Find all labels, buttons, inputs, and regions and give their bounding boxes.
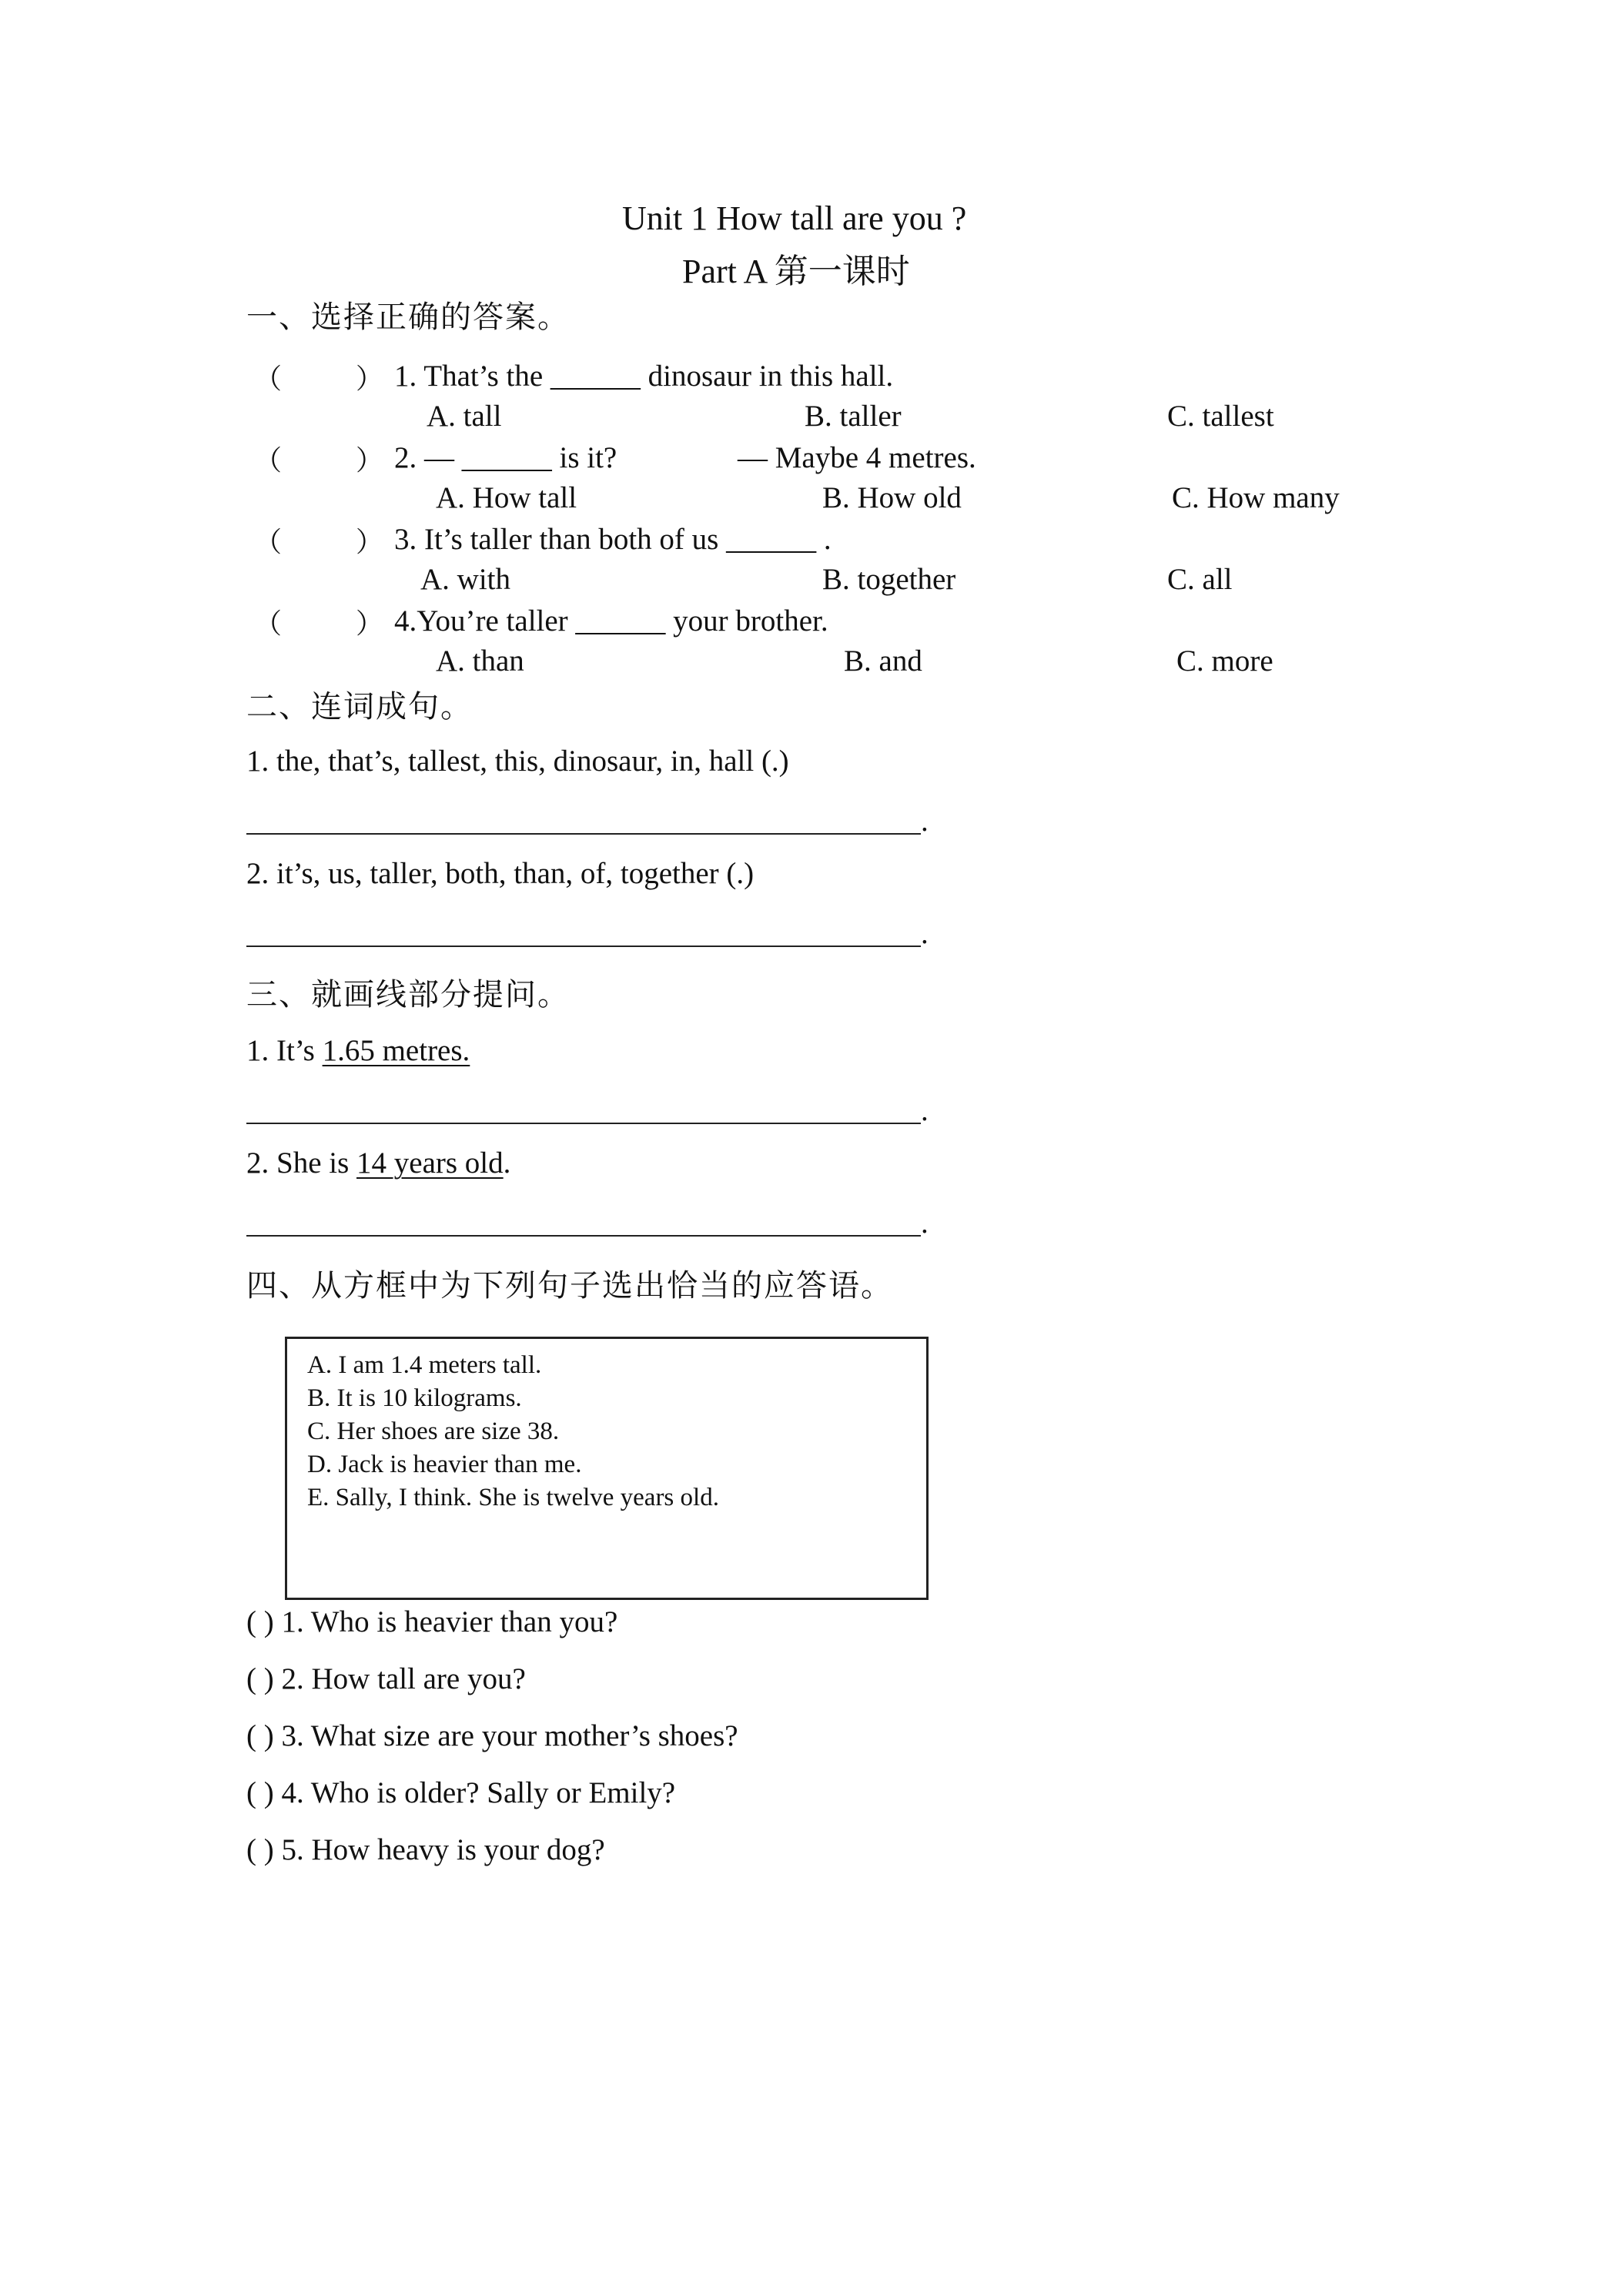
page-subtitle: Part A 第一课时 (682, 253, 910, 290)
answer-line[interactable] (246, 1123, 921, 1124)
underlined-part: 14 years old (356, 1146, 504, 1180)
answer-line[interactable] (246, 833, 921, 835)
mc-option: B. How old (822, 481, 962, 514)
reorder-prompt: 2. it’s, us, taller, both, than, of, together (.) (246, 857, 755, 890)
reorder-prompt: 1. the, that’s, tallest, this, dinosaur, in, hall (.) (246, 745, 789, 778)
section3-heading: 三、就画线部分提问。 (246, 977, 570, 1012)
answer-paren-close: ） (356, 363, 384, 394)
section1-heading: 一、选择正确的答案。 (246, 300, 570, 335)
mc-question-reply: — Maybe 4 metres. (738, 441, 976, 474)
answer-paren-close: ） (356, 445, 384, 476)
match-question: ( ) 1. Who is heavier than you? (246, 1605, 618, 1638)
mc-option: B. taller (805, 400, 902, 433)
mc-question: 1. That’s the ______ dinosaur in this hall. (394, 360, 894, 393)
mc-question: 3. It’s taller than both of us ______ . (394, 523, 832, 556)
page-title: Unit 1 How tall are you ? (622, 199, 967, 237)
answer-choices-box (285, 1337, 929, 1600)
mc-option: A. than (436, 644, 524, 678)
line-end-period: . (921, 1094, 929, 1127)
question-text-after: . (503, 1146, 511, 1180)
mc-option: B. together (822, 563, 956, 596)
mc-question: 2. — ______ is it? (394, 441, 617, 474)
match-question: ( ) 5. How heavy is your dog? (246, 1833, 605, 1866)
line-end-period: . (921, 805, 929, 838)
match-question: ( ) 3. What size are your mother’s shoes? (246, 1719, 738, 1752)
choice-line: C. Her shoes are size 38. (307, 1417, 560, 1445)
question-text: 2. She is (246, 1146, 357, 1180)
mc-option: A. How tall (436, 481, 577, 514)
match-question: ( ) 2. How tall are you? (246, 1662, 526, 1695)
underline-question (246, 1033, 470, 1068)
mc-option: A. with (420, 563, 510, 596)
answer-paren-open: （ (254, 608, 283, 639)
answer-line[interactable] (246, 946, 921, 947)
answer-paren-close: ） (356, 608, 384, 639)
choice-line: D. Jack is heavier than me. (307, 1451, 582, 1478)
answer-paren-open: （ (254, 527, 283, 557)
mc-option: C. more (1176, 644, 1273, 678)
mc-option: C. How many (1172, 481, 1340, 514)
choice-line: E. Sally, I think. She is twelve years old. (307, 1484, 719, 1511)
section4-heading: 四、从方框中为下列句子选出恰当的应答语。 (246, 1268, 893, 1304)
question-text: 1. It’s (246, 1034, 323, 1067)
mc-option: C. tallest (1167, 400, 1274, 433)
answer-line[interactable] (246, 1235, 921, 1237)
match-question: ( ) 4. Who is older? Sally or Emily? (246, 1776, 676, 1809)
mc-option: C. all (1167, 563, 1233, 596)
choice-line: A. I am 1.4 meters tall. (307, 1351, 542, 1379)
line-end-period: . (921, 1207, 929, 1240)
underlined-part: 1.65 metres. (322, 1034, 470, 1067)
underline-question (246, 1146, 510, 1180)
answer-paren-close: ） (356, 527, 384, 557)
section2-heading: 二、连词成句。 (246, 689, 473, 725)
answer-paren-open: （ (254, 363, 283, 394)
mc-option: A. tall (427, 400, 502, 433)
mc-option: B. and (844, 644, 922, 678)
answer-paren-open: （ (254, 445, 283, 476)
line-end-period: . (921, 917, 929, 950)
mc-question: 4.You’re taller ______ your brother. (394, 604, 828, 638)
choice-line: B. It is 10 kilograms. (307, 1384, 522, 1412)
